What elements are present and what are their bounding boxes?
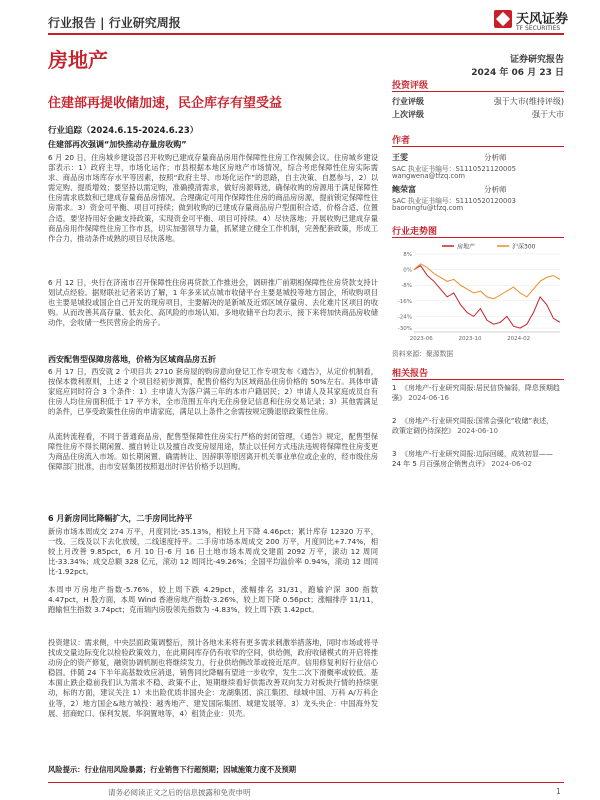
rating-value: 强于大市(维持评级): [493, 97, 564, 106]
footer-divider: [48, 782, 564, 783]
related-num: 2: [392, 417, 397, 425]
authors-title: 作者: [392, 136, 411, 146]
trend-title: 行业走势图: [392, 227, 438, 237]
legend-label: 房地产: [457, 243, 476, 251]
y-tick-label: 0%: [403, 267, 412, 274]
rating-key: 行业评级: [392, 97, 424, 106]
tracking-period: 行业追踪（2024.6.15-2024.6.23）: [48, 126, 199, 136]
related-report-3[interactable]: [392, 449, 560, 469]
report-type: 证券研究报告: [509, 55, 564, 65]
author-email-1[interactable]: wangwena@tfzq.com: [392, 172, 465, 180]
report-category-tag: 行业报告 | 行业研究周报: [48, 16, 181, 30]
author-role-2: 分析师: [484, 185, 507, 194]
report-date: 2024 年 06 月 23 日: [471, 68, 564, 78]
paragraph-2-2: 从流转流程看，不同于普通商品房，配售型保障性住房实行严格的封闭管理，《通告》规定，配售型保障性住房不得长期闲置、擅自转让以及擅自改变房屋用途，禁止以任何方式违法违规将保障性住房变更为商品住房流入市场。如长期闲置、确需转让、因辞职等原因离开机关事业单位或企业的，经市级住房保障部门批准，由市安居集团按照退出时评估价格予以回购。: [48, 432, 378, 472]
header-divider: [48, 33, 564, 35]
logo-icon: [494, 10, 512, 28]
trend-chart: [392, 240, 564, 346]
section-heading-3: 6 月新房同比降幅扩大，二手房同比持平: [48, 514, 193, 523]
related-date: 2024-06-10: [457, 427, 498, 435]
rating-row-previous: [392, 109, 564, 120]
section-heading-1: 住建部再次强调“加快推动存量房收购”: [48, 140, 187, 149]
related-report-2[interactable]: [392, 416, 560, 436]
x-tick-label: 2023-10: [458, 336, 482, 342]
related-num: 1: [392, 384, 397, 392]
legend-label: 沪深300: [512, 243, 536, 251]
rating-title: 投资评级: [392, 81, 429, 91]
y-tick-label: 8%: [403, 252, 412, 258]
report-title: 住建部再提收储加速，民企库存有望受益: [48, 96, 283, 111]
paragraph-3-2: 本周申万房地产指数-5.76%，较上周下跌 4.29pct，涨幅排名 31/31，跑输沪深 300 指数 4.47pct，H 股方面，本周 Wind 香港房地产指数-3.26%，较上周下降 0.56pct；涨幅排序 11/11，跑输恒生指数 3.74pct；克而瑞内房股领先指数为 -4.83%，较上周下跌 1.42pct。: [48, 585, 378, 615]
author-name-2: 鲍荣富: [392, 185, 416, 194]
paragraph-2-1: 6 月 17 日，西安就 2 个项目共 2710 套房屋的购房意向登记工作专项发布《通告》，从定价机制看，按保本微利原则，上述 2 个项目经初步测算，配售价格约为区域商品住房价格的 50%左右。具体申请家庭应同时符合 3 个条件：1）主申请人为落户满三年的本市户籍居民；2）申请人及其家庭成员自有住房人均住房面积低于 17 平方米，全市范围五年内无住房登记信息和住房交易记录；3）其他需满足的条件，已享受政策性住房的申请家庭，满足以上条件之余需按规定腾退原政策性住房。: [48, 367, 378, 417]
x-tick-label: 2023-06: [409, 336, 433, 342]
related-num: 3: [392, 450, 397, 458]
y-tick-label: -8%: [401, 283, 412, 290]
sidebar: [392, 76, 564, 696]
chart-lines: [414, 264, 560, 328]
chart-legend: [442, 243, 536, 251]
y-tick-label: -24%: [397, 314, 412, 321]
y-tick-label: -30%: [397, 326, 412, 333]
rating-key: 上次评级: [392, 110, 424, 119]
rating-row-industry: [392, 96, 564, 107]
paragraph-1-2: 6 月 12 日，央行在济南市召开保障性住房再贷款工作推进会，调研推广前期相保障性住房贷款支持计划试点经验。据财联社记者采访了解，1 年多来试点城市收储平台主要是城投等地方国企，所收购项目也主要是城投或国企自己开发的现房项目，主要解决的是新城及近郊区域存量房、去化难片区项目的收购。从而改善其高存量、低去化、高风险的市场认知。多地收储平台均表示，接下来将加快商品房收储动作，会收储一些民营房企的房子。: [48, 278, 378, 328]
related-text: 《房地产-行业研究周报:居民信贷偏弱，降息预期趋强》: [392, 384, 560, 402]
authors-divider: [392, 146, 564, 147]
paragraph-3-1: 新房市场本周成交 274 万平，月度同比-35.13%，相较上月下降 4.46pct；累计库存 12320 万平，一线、三线及以下去化放缓，二线速度持平。二手房市场本周成交 200 万平，月度同比+7.74%，相较上月改善 9.85pct，6 月 10 日-6 月 16 日土地市场本周成交建面 2092 万平，滚动 12 周同比-33.34%；成交总额 328 亿元，滚动 12 周同比-49.26%；全国平均溢价率 0.94%，滚动 12 周同比-1.92pct。: [48, 527, 378, 577]
series-line-沪深300: [414, 264, 560, 299]
tf-securities-logo: [494, 8, 569, 40]
y-axis: [398, 252, 560, 332]
paragraph-1-1: 6 月 20 日，住房城乡建设部召开收购已建成存量商品房用作保障性住房工作视频会议。住房城乡建设部表示：1）政府主导，市场化运作；市县根据本地区房地产市场情况，综合考虑保障性住房实际需求、商品房市场库存水平等因素，按照“政府主导、市场化运作”的思路，自主决策、自愿参与，2）以需定购、提质增效；要坚持以需定购，准确摸清需求，做好房源筛选，确保收购的房源用于满足保障性住房需求底数和已建成存量商品房情况。合理确定可用作保障性住房的商品房房源，提前锁定保障性住房需求。3）资金可平衡、项目可持续；做到收购的已建成存量商品房户型面积合适、价格合适、位置合适，要坚持用好金融支持政策，实现资金可平衡、项目可持续。4）尽快落地；开展收购已建成存量商品房用作保障性住房工作市县，切实加强领导力量，抓紧建立健全工作机制，完善配套政策，形成工作合力，推动条件成熟的项目尽快落地。: [48, 153, 378, 243]
trend-divider: [392, 237, 564, 238]
related-report-1[interactable]: [392, 383, 560, 403]
related-date: 2024-06-02: [491, 460, 532, 468]
page-number: 1: [556, 787, 561, 796]
y-tick-label: -16%: [397, 298, 412, 305]
related-text: 《房地产-行业研究周报:边际回暖，成效初显——24 年 5 月百强房企销售点评》: [392, 450, 553, 468]
author-cert-2: SAC 执业证书编号：S1110520120003: [392, 197, 516, 205]
rating-divider: [392, 91, 564, 92]
chart-source: 资料来源：聚源数据: [392, 350, 454, 358]
paragraph-3-3: 投资建议：需求侧，中央层面政策调整后，预计各地未来将有更多需求刺激举措落地，同时市场或将寻找成交量边际变化以检验政策效力，在此期间库存仍有收窄的空间，供给侧，政府收储模式的开启将推动房企的资产修复，融资协调机制也将继续发力，行业供给侧改革或接近尾声。信用修复利好行业信心稳固。伴随 24 下半年高基数效应消退，销售同比降幅有望进一步收窄，发生二次下滑概率或较低。基本面止跌企稳前我们认为需求不稳、政策不止，短期继续看好供需改善双向发力对板块行情的持续驱动，标的方面，建议关注 1）未出险优质非国央企：龙湖集团、滨江集团、绿城中国、万科 A/万科企业等，2）地方国企&地方城投：越秀地产、建发国际集团、城建发展等。3）龙头央企：中国海外发展、招商蛇口、保利发展、华润置地等，4）租赁企业：贝壳。: [48, 638, 378, 718]
rating-value: 强于大市: [532, 110, 564, 119]
author-cert-1: SAC 执业证书编号：S1110521120005: [392, 165, 516, 173]
risk-warning: 风险提示：行业信用风险暴露；行业销售下行超预期；因城施策力度不及预期: [48, 765, 297, 774]
industry-title: 房地产: [48, 48, 108, 72]
related-title: 相关报告: [392, 369, 429, 379]
x-axis: [410, 332, 560, 342]
logo-name-en: TF SECURITIES: [516, 25, 561, 32]
section-heading-2: 西安配售型保障房落地，价格为区域商品房五折: [48, 355, 216, 364]
related-divider: [392, 379, 564, 380]
footer-disclaimer: 请务必阅读正文之后的信息披露和免责申明: [108, 788, 251, 797]
related-text: 《房地产-行业研究周报:国常会强化“收储”表述，政策定调仍待深挖》: [392, 417, 554, 435]
author-name-1: 王雯: [392, 153, 408, 162]
related-date: 2024-06-16: [408, 394, 449, 402]
x-tick-label: 2024-02: [507, 336, 531, 342]
logo-name-cn: 天风证券: [516, 12, 569, 27]
author-email-2[interactable]: baorongfu@tfzq.com: [392, 204, 464, 212]
author-role-1: 分析师: [484, 153, 507, 162]
